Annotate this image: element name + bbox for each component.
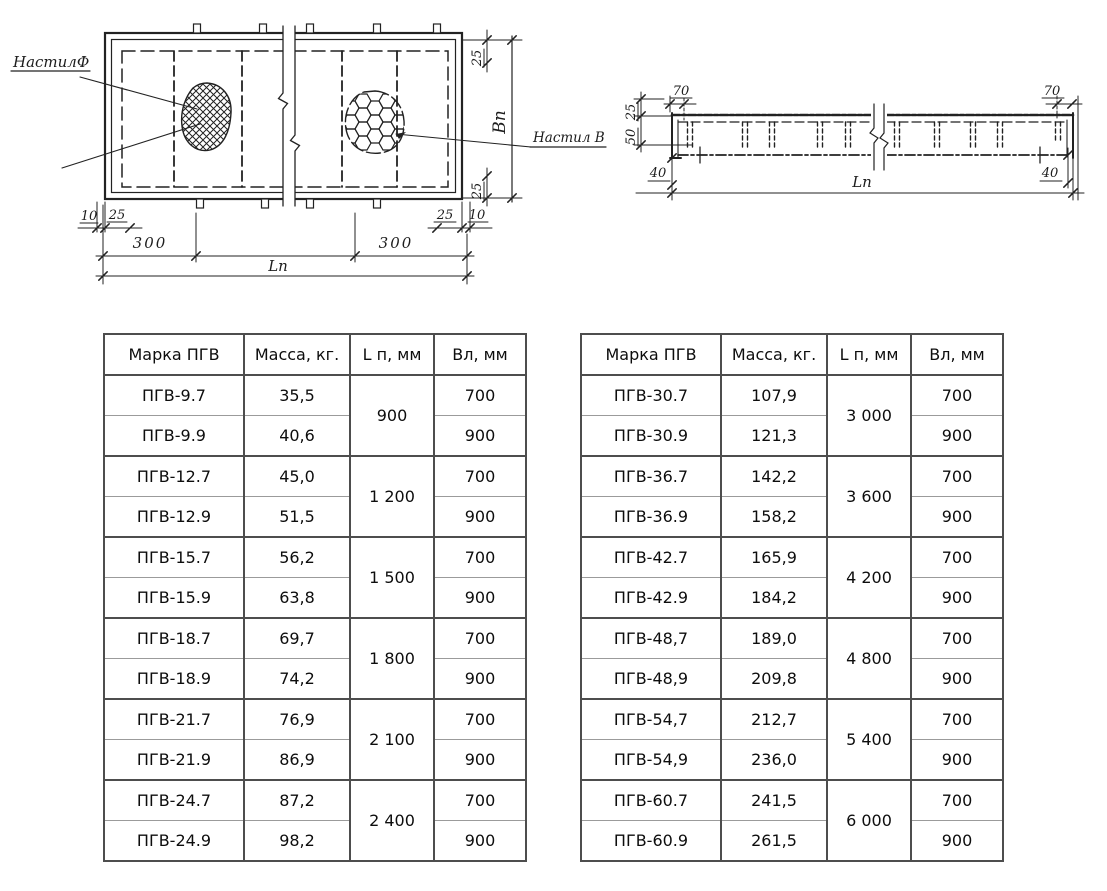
vl-cell: 900 <box>434 578 526 619</box>
lp-cell: 1 800 <box>350 618 434 699</box>
mark-cell: ПГВ-21.9 <box>104 740 244 781</box>
mass-cell: 184,2 <box>721 578 827 619</box>
mark-cell: ПГВ-36.9 <box>581 497 721 538</box>
dim-label-lp-plan: Lп <box>268 257 288 275</box>
mark-cell: ПГВ-12.9 <box>104 497 244 538</box>
table-row <box>581 375 1003 416</box>
table-row <box>581 456 1003 497</box>
table-row <box>581 821 1003 862</box>
vl-cell: 900 <box>434 659 526 700</box>
table-row <box>104 821 526 862</box>
mark-cell: ПГВ-48,7 <box>581 618 721 659</box>
vl-cell: 900 <box>911 740 1003 781</box>
mass-cell: 56,2 <box>244 537 350 578</box>
lp-cell: 4 800 <box>827 618 911 699</box>
table-row <box>104 375 526 416</box>
lp-cell: 1 500 <box>350 537 434 618</box>
mass-cell: 241,5 <box>721 780 827 821</box>
vl-cell: 700 <box>434 699 526 740</box>
table-row <box>581 659 1003 700</box>
vl-cell: 700 <box>911 780 1003 821</box>
mass-cell: 40,6 <box>244 416 350 457</box>
mark-cell: ПГВ-48,9 <box>581 659 721 700</box>
leader-line <box>396 134 531 147</box>
dim-label-25-top: 25 <box>470 49 485 67</box>
column-header: Вл, мм <box>434 334 526 375</box>
side-view-drawing <box>624 84 1084 200</box>
mark-cell: ПГВ-54,9 <box>581 740 721 781</box>
column-header: Вл, мм <box>911 334 1003 375</box>
lp-cell: 4 200 <box>827 537 911 618</box>
mark-cell: ПГВ-24.7 <box>104 780 244 821</box>
vl-cell: 900 <box>434 497 526 538</box>
mass-cell: 121,3 <box>721 416 827 457</box>
mark-cell: ПГВ-9.9 <box>104 416 244 457</box>
table-row <box>581 740 1003 781</box>
table-row <box>104 456 526 497</box>
vl-cell: 700 <box>911 375 1003 416</box>
lp-cell: 1 200 <box>350 456 434 537</box>
lp-cell: 900 <box>350 375 434 456</box>
column-header: L п, мм <box>827 334 911 375</box>
mark-cell: ПГВ-60.7 <box>581 780 721 821</box>
vl-cell: 900 <box>434 740 526 781</box>
spec-tables <box>103 333 1004 862</box>
mark-cell: ПГВ-15.9 <box>104 578 244 619</box>
mass-cell: 98,2 <box>244 821 350 862</box>
mass-cell: 35,5 <box>244 375 350 416</box>
table-row <box>104 618 526 659</box>
table-row <box>104 659 526 700</box>
vl-cell: 700 <box>911 699 1003 740</box>
technical-drawing <box>0 0 1107 310</box>
table-row <box>581 537 1003 578</box>
mass-cell: 212,7 <box>721 699 827 740</box>
vl-cell: 900 <box>911 497 1003 538</box>
lp-cell: 2 400 <box>350 780 434 861</box>
mass-cell: 69,7 <box>244 618 350 659</box>
mark-cell: ПГВ-24.9 <box>104 821 244 862</box>
table-row <box>581 618 1003 659</box>
mass-cell: 189,0 <box>721 618 827 659</box>
mark-cell: ПГВ-30.9 <box>581 416 721 457</box>
vl-cell: 900 <box>911 659 1003 700</box>
mark-cell: ПГВ-15.7 <box>104 537 244 578</box>
table-row <box>104 780 526 821</box>
mark-cell: ПГВ-18.9 <box>104 659 244 700</box>
vl-cell: 900 <box>434 821 526 862</box>
column-header: L п, мм <box>350 334 434 375</box>
mass-cell: 158,2 <box>721 497 827 538</box>
mark-cell: ПГВ-30.7 <box>613 386 689 405</box>
nastil-v-label: Настил В <box>533 130 605 146</box>
vl-cell: 700 <box>911 537 1003 578</box>
vl-cell: 900 <box>911 416 1003 457</box>
mass-cell: 261,5 <box>721 821 827 862</box>
mass-cell: 165,9 <box>721 537 827 578</box>
dim-label-10-left: 10 <box>80 209 98 224</box>
mass-cell: 236,0 <box>721 740 827 781</box>
spec-table-right <box>580 333 1004 862</box>
mass-cell: 142,2 <box>721 456 827 497</box>
table-row <box>104 537 526 578</box>
mark-cell: ПГВ-42.9 <box>581 578 721 619</box>
lp-cell: 6 000 <box>827 780 911 861</box>
leader-line <box>80 77 197 109</box>
vl-cell: 700 <box>911 456 1003 497</box>
vl-cell: 900 <box>911 821 1003 862</box>
lp-cell: 5 400 <box>827 699 911 780</box>
mark-cell: ПГВ-18.7 <box>104 618 244 659</box>
dim-label-300-left: 300 <box>132 234 168 252</box>
table-row <box>581 497 1003 538</box>
table-row <box>104 497 526 538</box>
mark-cell: ПГВ-42.7 <box>581 537 721 578</box>
dim-label-bp: Bп <box>490 110 510 134</box>
mark-cell: ПГВ-21.7 <box>104 699 244 740</box>
column-header: Марка ПГВ <box>104 334 244 375</box>
vl-cell: 700 <box>434 375 526 416</box>
table-row <box>104 699 526 740</box>
lp-cell: 3 000 <box>827 375 911 456</box>
dim-label-40-right: 40 <box>1041 166 1059 181</box>
spec-table-left <box>103 333 527 862</box>
nastil-f-hatch <box>182 83 231 151</box>
mark-cell: ПГВ-54,7 <box>581 699 721 740</box>
dim-label-300-right: 300 <box>378 234 414 252</box>
dim-label-25-right: 25 <box>436 208 454 223</box>
table-row <box>581 578 1003 619</box>
column-header: Марка ПГВ <box>581 334 721 375</box>
vl-cell: 700 <box>434 618 526 659</box>
vl-cell: 900 <box>434 416 526 457</box>
column-header: Масса, кг. <box>244 334 350 375</box>
vl-cell: 700 <box>911 618 1003 659</box>
table-row <box>104 740 526 781</box>
mass-cell: 209,8 <box>721 659 827 700</box>
mark-cell: ПГВ-36.7 <box>581 456 721 497</box>
mark-cell: ПГВ-12.7 <box>104 456 244 497</box>
dim-label-10-right: 10 <box>468 208 486 223</box>
leader-line <box>62 124 200 168</box>
table-row <box>581 699 1003 740</box>
mass-cell: 107,9 <box>721 375 827 416</box>
dim-label-25-bottom: 25 <box>470 182 485 200</box>
mark-cell: ПГВ-60.9 <box>581 821 721 862</box>
mass-cell: 74,2 <box>244 659 350 700</box>
column-header: Масса, кг. <box>721 334 827 375</box>
mass-cell: 51,5 <box>244 497 350 538</box>
mass-cell: 45,0 <box>244 456 350 497</box>
mass-cell: 76,9 <box>244 699 350 740</box>
table-row <box>581 780 1003 821</box>
dim-label-40-left: 40 <box>649 166 667 181</box>
nastil-f-label: НастилФ <box>13 53 90 71</box>
dim-label-25-side: 25 <box>624 103 639 121</box>
plan-view-drawing <box>11 24 606 284</box>
header-row <box>581 334 1003 375</box>
dim-label-70-left: 70 <box>672 84 690 99</box>
mass-cell: 87,2 <box>244 780 350 821</box>
vl-cell: 900 <box>911 578 1003 619</box>
header-row <box>104 334 526 375</box>
mass-cell: 63,8 <box>244 578 350 619</box>
vl-cell: 700 <box>434 456 526 497</box>
vl-cell: 700 <box>434 537 526 578</box>
dim-label-70-right: 70 <box>1043 84 1061 99</box>
mark-cell: ПГВ-9.7 <box>142 386 206 405</box>
lp-cell: 2 100 <box>350 699 434 780</box>
table-row <box>581 416 1003 457</box>
dim-label-50-side: 50 <box>624 128 639 146</box>
dim-label-lp-side: Lп <box>852 173 872 191</box>
mass-cell: 86,9 <box>244 740 350 781</box>
lp-cell: 3 600 <box>827 456 911 537</box>
dim-label-25-left: 25 <box>108 208 126 223</box>
table-row <box>104 416 526 457</box>
table-row <box>104 578 526 619</box>
vl-cell: 700 <box>434 780 526 821</box>
